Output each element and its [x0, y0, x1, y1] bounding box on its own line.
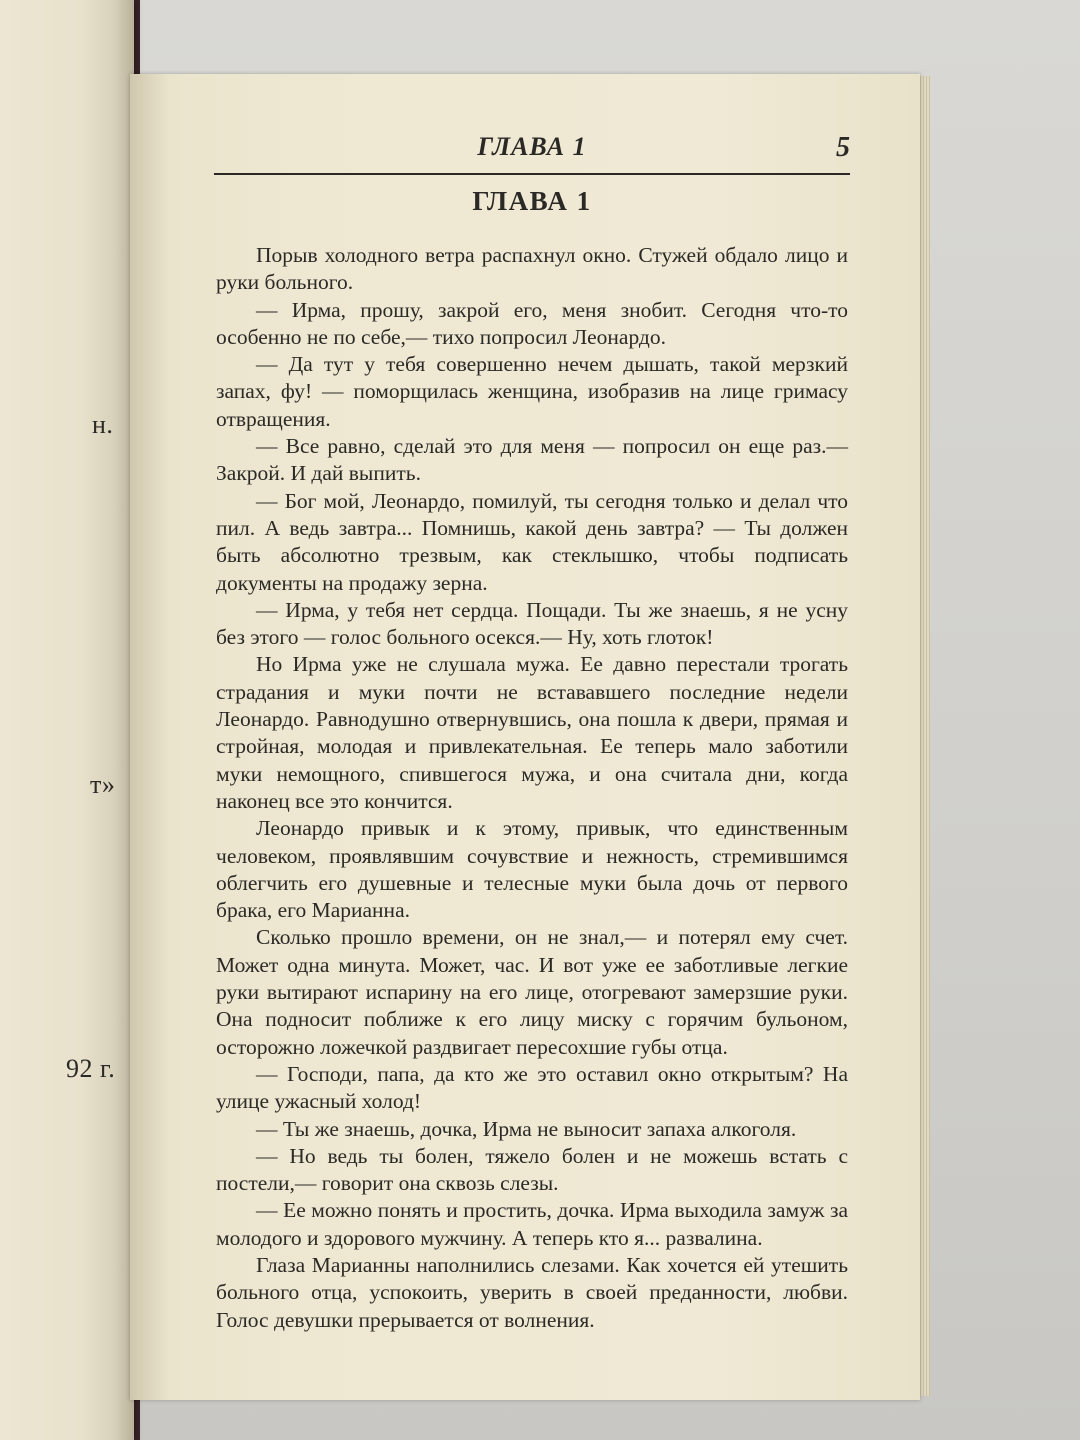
left-page-fragment: 92 г.: [66, 1054, 116, 1083]
paragraph: — Бог мой, Леонардо, помилуй, ты сегодня только и делал что пил. А ведь завтра... Помнишь, какой день завтра? — Ты должен быть абсолютно трезвым, как стеклышко, чтобы подписать документы на продажу зерна.: [216, 488, 848, 595]
running-head: [214, 132, 850, 172]
paragraph: Но Ирма уже не слушала мужа. Ее давно перестали трогать страдания и муки почти не встававшего последние недели Леонардо. Равнодушно отвернувшись, она пошла к двери, прямая и стройная, молодая и привлекательная. Ее теперь мало заботили муки немощного, спившегося мужа, и она считала дни, когда наконец все это кончится.: [216, 652, 848, 813]
running-head-title: ГЛАВА 1: [477, 132, 587, 161]
paragraph: — Ее можно понять и простить, дочка. Ирма выходила замуж за молодого и здорового мужчину. А теперь кто я... развалина.: [216, 1198, 848, 1250]
left-page-fragment: т»: [90, 770, 116, 799]
previous-page: [0, 0, 134, 1440]
paragraph: — Господи, папа, да кто же это оставил окно открытым? На улице ужасный холод!: [216, 1061, 848, 1114]
paragraph: — Ирма, прошу, закрой его, меня знобит. Сегодня что-то особенно не по себе,— тихо попросил Леонардо.: [216, 297, 848, 349]
body-text: [216, 242, 848, 1334]
paragraph: — Ты же знаешь, дочка, Ирма не выносит запаха алкоголя.: [256, 1116, 797, 1141]
chapter-title: ГЛАВА 1: [472, 186, 592, 216]
book-page: [130, 74, 920, 1400]
paragraph: — Но ведь ты болен, тяжело болен и не можешь встать с постели,— говорит она сквозь слезы.: [216, 1143, 848, 1196]
paragraph: Сколько прошло времени, он не знал,— и потерял ему счет. Может одна минута. Может, час. И вот уже ее заботливые легкие руки вытирают испарину на его лице, отогревают замерзшие руки. Она подносит поближе к его лицу миску с горячим бульоном, осторожно ложечкой раздвигает пересохшие губы отца.: [216, 925, 848, 1059]
header-rule: [214, 173, 850, 175]
paragraph: — Все равно, сделай это для меня — попросил он еще раз.— Закрой. И дай выпить.: [216, 434, 848, 486]
page-number: 5: [836, 132, 850, 163]
paragraph: — Да тут у тебя совершенно нечем дышать, такой мерзкий запах, фу! — поморщилась женщина, изобразив на лице гримасу отвращения.: [216, 352, 848, 431]
left-page-fragment: н.: [92, 410, 114, 439]
paragraph: — Ирма, у тебя нет сердца. Пощади. Ты же знаешь, я не усну без этого — голос больного осекся.— Ну, хоть глоток!: [216, 597, 848, 650]
paragraph: Леонардо привык и к этому, привык, что единственным человеком, проявлявшим сочувствие и нежность, стремившимся облегчить его душевные и телесные муки была дочь от первого брака, его Марианна.: [216, 816, 848, 923]
paragraph: Порыв холодного ветра распахнул окно. Стужей обдало лицо и руки больного.: [216, 243, 848, 295]
paragraph: Глаза Марианны наполнились слезами. Как хочется ей утешить больного отца, успокоить, уверить в своей преданности, любви. Голос девушки прерывается от волнения.: [216, 1252, 848, 1332]
